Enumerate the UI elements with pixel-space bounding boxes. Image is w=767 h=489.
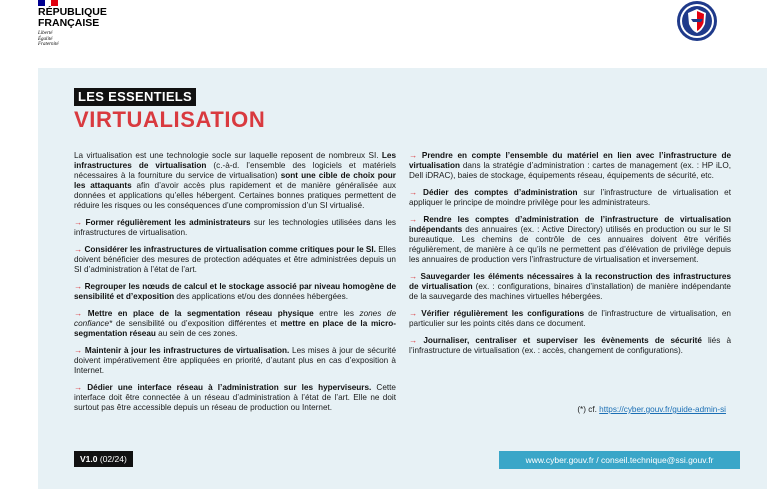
republique-francaise-logo [38, 0, 107, 48]
arrow-icon: → [74, 346, 83, 355]
recommendation-item: → Dédier des comptes d’administration sur l’infrastructure de virtualisation et appliquer le principe de moindre privilège pour les administrateurs. [409, 188, 731, 207]
recommendation-item: → Prendre en compte l’ensemble du matériel en lien avec l’infrastructure de virtualisation dans la stratégie d’administration : cartes de management (ex. : HP iLO, Dell iDRAC), baies de stockage, équipements réseau, équipements de sécurité, etc. [409, 151, 732, 180]
recommendation-item: → Former régulièrement les administrateurs sur les technologies utilisées dans les infrastructures de virtualisation. [74, 218, 397, 237]
recommendation-item: → Vérifier régulièrement les configurations de l’infrastructure de virtualisation, en particulier sur les points cités dans ce document. [409, 309, 731, 328]
arrow-icon: → [74, 309, 83, 318]
page-header [0, 0, 767, 64]
left-column [74, 151, 396, 420]
arrow-icon: → [74, 282, 83, 291]
recommendation-item: → Regrouper les nœuds de calcul et le stockage associé par niveau homogène de sensibilité et d’exposition des applications et/ou des données hébergées. [74, 282, 397, 301]
arrow-icon: → [409, 188, 418, 197]
arrow-icon: → [74, 245, 83, 254]
arrow-icon: → [74, 218, 83, 227]
page-title: VIRTUALISATION [74, 107, 266, 132]
arrow-icon: → [409, 309, 418, 318]
recommendation-item: → Considérer les infrastructures de virtualisation comme critiques pour le SI. Elles doivent bénéficier des mesures de protection adéquates et être administrées depuis un SI d’administration à l’état de l’art. [74, 245, 397, 274]
arrow-icon: → [409, 215, 418, 224]
recommendation-item: → Dédier une interface réseau à l’administration sur les hyperviseurs. Cette interface doit être connectée à un réseau d’administration à l’état de l’art. Elle ne doit surtout pas être accessible depuis un réseau de production ou Internet. [74, 383, 396, 412]
arrow-icon: → [74, 383, 83, 392]
recommendation-item: → Sauvegarder les éléments nécessaires à la reconstruction des infrastructures de virtualisation (ex. : configurations, binaires d’installation) de manière indépendante de la sauvegarde des machines virtuelles hébergées. [409, 272, 732, 301]
version-badge: V1.0 (02/24) [74, 451, 133, 467]
arrow-icon: → [409, 272, 418, 281]
arrow-icon: → [409, 151, 418, 160]
section-tag: LES ESSENTIELS [74, 88, 196, 106]
guide-admin-si-link[interactable]: https://cyber.gouv.fr/guide-admin-si [599, 405, 726, 414]
recommendation-item: → Mettre en place de la segmentation réseau physique entre les zones de confiance* de sensibilité ou d’exposition différentes et mettre en place de la micro-segmentation réseau au sein de ces zones. [74, 309, 396, 338]
intro-paragraph: La virtualisation est une technologie socle sur laquelle reposent de nombreux SI. Les infrastructures de virtualisation (c.-à-d. l’ensemble des logiciels et matériels nécessaires à la fourniture du service de virtualisation) sont une cible de choix pour les attaquants afin d’avoir accès plus rapidement et de manière généralisée aux données et applications qu’elles hébergent. Certaines bonnes pratiques permettent de réduire les risques ou les conséquences d’une compromission d’un SI virtualisé. [74, 151, 396, 210]
footnote: (*) cf. https://cyber.gouv.fr/guide-admin-si [577, 405, 726, 414]
republic-title: RÉPUBLIQUE FRANÇAISE [38, 6, 107, 29]
recommendation-item: → Journaliser, centraliser et superviser les évènements de sécurité liés à l’infrastructure de virtualisation (ex. : accès, changement de configurations). [409, 336, 732, 355]
right-column [409, 151, 731, 363]
arrow-icon: → [409, 336, 418, 345]
recommendation-item: → Maintenir à jour les infrastructures de virtualisation. Les mises à jour de sécurité doivent impérativement être appliquées en priorité, d’autant plus en cas d’exposition à Internet. [74, 346, 396, 375]
republic-motto: Liberté Égalité Fraternité [38, 31, 59, 47]
recommendation-item: → Rendre les comptes d’administration de l’infrastructure de virtualisation indépendants des annuaires (ex. : Active Directory) utilisés en production ou sur le SI bureautique. Les chemins de contrôle de ces annuaires doivent être vérifiés régulièrement, de manière à ce qu’ils ne permettent pas d’élévation de privilège depuis les annuaires de production vers l’infrastructure de virtualisation et inversement. [409, 215, 732, 264]
anssi-seal-icon [676, 0, 718, 42]
contact-banner[interactable]: www.cyber.gouv.fr / conseil.technique@ssi.gouv.fr [499, 451, 740, 469]
